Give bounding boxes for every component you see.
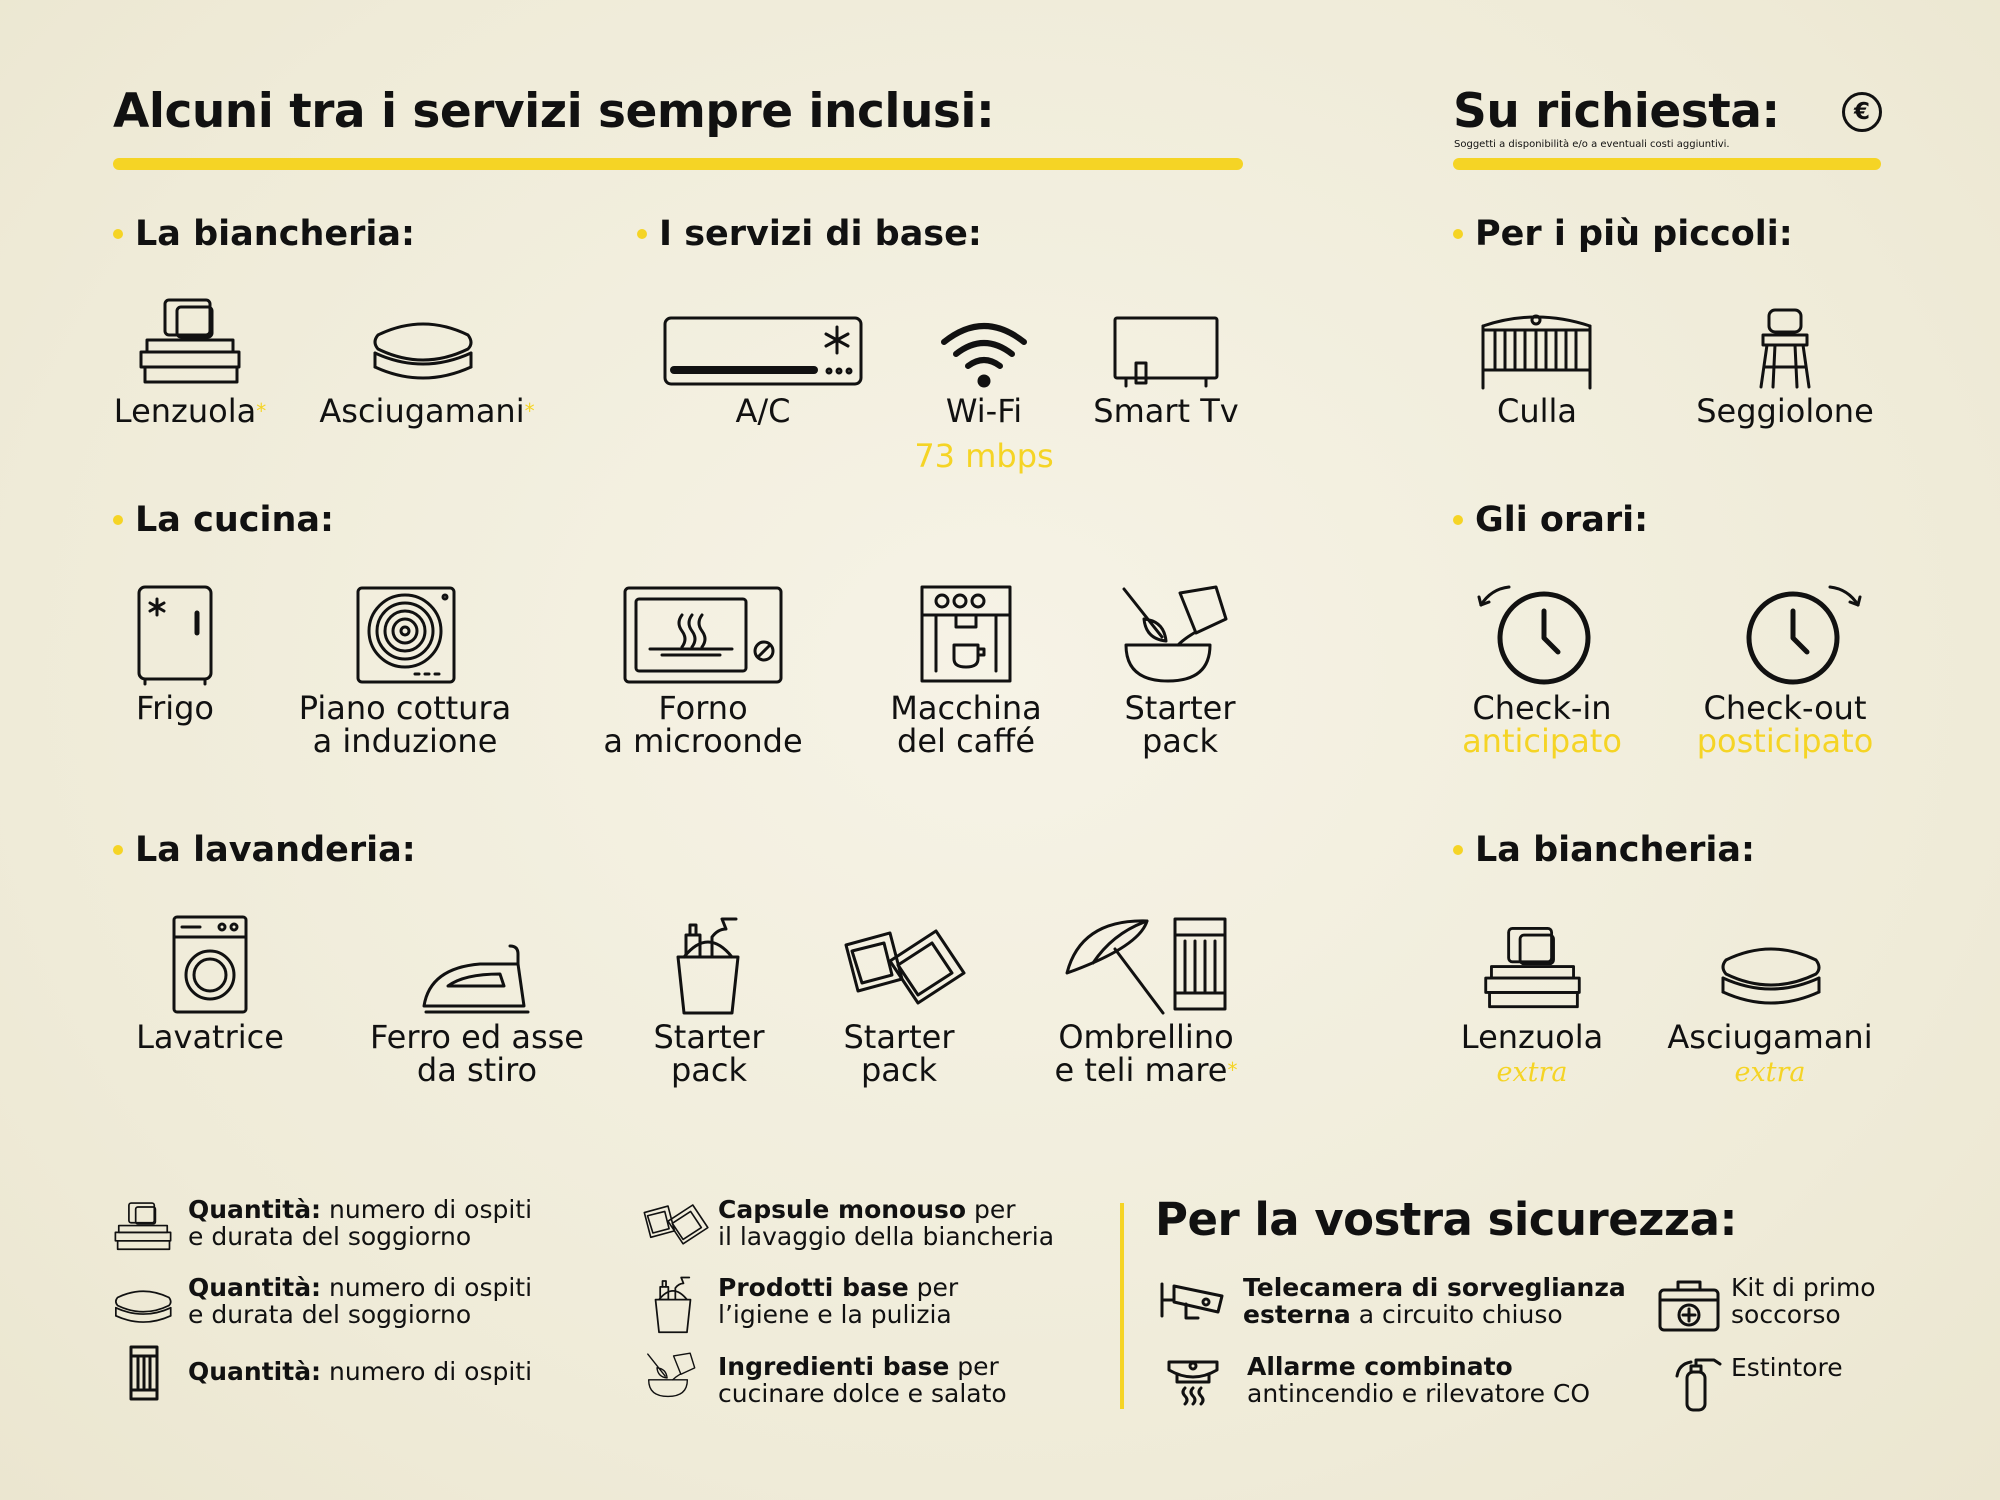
label-line: pack xyxy=(670,1051,748,1089)
label-line: Asciugamani xyxy=(1667,1018,1873,1056)
note-text: e durata del soggiorno xyxy=(188,1222,472,1251)
towels-icon xyxy=(370,315,475,390)
section-biancheria xyxy=(113,214,415,254)
safety-title: Per la vostra sicurezza: xyxy=(1155,1193,1737,1246)
wifi-icon xyxy=(940,318,1028,390)
label-lavatrice: Lavatrice xyxy=(136,1018,284,1056)
bullet-dot xyxy=(1453,845,1463,855)
fire-extinguisher-icon xyxy=(1673,1352,1723,1412)
note-cleaning-products xyxy=(718,1274,958,1328)
extra-tag: extra xyxy=(1734,1057,1806,1088)
note-text: per xyxy=(966,1195,1016,1224)
note-bold: Telecamera di sorveglianza xyxy=(1243,1273,1626,1302)
label-line: Piano cottura xyxy=(298,689,512,727)
note-text: Kit di primo xyxy=(1731,1273,1876,1302)
label-starter-pack-cleaning xyxy=(653,1018,765,1089)
label-ferro xyxy=(370,1018,584,1089)
bullet-dot xyxy=(113,515,123,525)
label-line: a induzione xyxy=(312,722,498,760)
section-label: Gli orari: xyxy=(1475,500,1649,540)
bullet-dot xyxy=(1453,515,1463,525)
umbrella-towel-icon xyxy=(1063,913,1233,1018)
cleaning-small-icon xyxy=(652,1274,694,1334)
label-smart-tv: Smart Tv xyxy=(1093,392,1239,430)
note-towels-quantity xyxy=(188,1274,532,1328)
label-wifi-speed: 73 mbps xyxy=(914,437,1054,475)
label-checkin xyxy=(1462,689,1622,760)
label-line: Starter xyxy=(653,1018,765,1056)
label-starter-pack-kitchen xyxy=(1124,689,1236,760)
towels-extra-icon xyxy=(1718,940,1823,1015)
section-label: I servizi di base: xyxy=(659,214,982,254)
sheets-extra-icon xyxy=(1480,923,1585,1015)
note-text: soccorso xyxy=(1731,1300,1841,1329)
sheets-icon xyxy=(135,295,245,390)
note-bold: Prodotti base xyxy=(718,1273,909,1302)
label-ombrellino xyxy=(1054,1018,1238,1089)
safety-divider xyxy=(1120,1203,1124,1409)
smoke-detector-icon xyxy=(1163,1352,1223,1408)
induction-hob-icon xyxy=(355,585,457,685)
note-text: per xyxy=(908,1273,959,1302)
bullet-dot xyxy=(113,845,123,855)
section-cucina xyxy=(113,500,334,540)
label-line: del caffé xyxy=(897,722,1035,760)
air-conditioner-icon xyxy=(662,315,864,390)
label-frigo: Frigo xyxy=(135,689,215,727)
label-line: Starter xyxy=(1124,689,1236,727)
note-text: numero di ospiti xyxy=(321,1273,533,1302)
section-orari xyxy=(1453,500,1648,540)
section-base xyxy=(637,214,982,254)
label-forno xyxy=(603,689,803,760)
note-camera xyxy=(1243,1274,1626,1328)
section-biancheria-extra xyxy=(1453,830,1755,870)
starter-pack-kitchen-icon xyxy=(1118,583,1244,686)
towels-small-icon xyxy=(113,1285,173,1330)
washing-machine-icon xyxy=(170,913,250,1016)
main-title: Alcuni tra i servizi sempre inclusi: xyxy=(113,84,995,139)
note-text: cucinare dolce e salato xyxy=(718,1379,1007,1408)
label-piano-cottura xyxy=(298,689,512,760)
note-text: per xyxy=(949,1352,999,1381)
label-line: Forno xyxy=(658,689,748,727)
section-label: La biancheria: xyxy=(1475,830,1755,870)
note-bold: Ingredienti base xyxy=(718,1352,950,1381)
label-seggiolone: Seggiolone xyxy=(1696,392,1874,430)
laundry-capsules-icon xyxy=(838,925,968,1015)
label-line: pack xyxy=(860,1051,938,1089)
note-text: il lavaggio della biancheria xyxy=(718,1222,1055,1251)
label-line: Ferro ed asse xyxy=(370,1018,584,1056)
label-line: a microonde xyxy=(603,722,803,760)
note-text: antincendio e rilevatore CO xyxy=(1247,1379,1591,1408)
request-underline xyxy=(1453,158,1881,170)
note-first-aid-kit xyxy=(1731,1274,1876,1328)
label-line: e teli mare xyxy=(1054,1051,1228,1089)
request-note: Soggetti a disponibilità e/o a eventuali costi aggiuntivi. xyxy=(1454,139,1730,150)
note-text: l’igiene e la pulizia xyxy=(718,1300,952,1329)
ingredients-small-icon xyxy=(645,1350,703,1400)
section-label: La cucina: xyxy=(135,500,335,540)
note-text: e durata del soggiorno xyxy=(188,1300,472,1329)
note-beach-towels-quantity xyxy=(188,1358,532,1385)
label-line: Ombrellino xyxy=(1058,1018,1234,1056)
label-lenzuola xyxy=(113,392,267,430)
sheets-small-icon xyxy=(112,1198,174,1256)
request-title: Su richiesta: xyxy=(1453,84,1780,139)
high-chair-icon xyxy=(1755,305,1815,390)
note-ingredients xyxy=(718,1353,1007,1407)
note-bold: Quantità: xyxy=(188,1357,322,1386)
label-text: Lenzuola xyxy=(113,392,257,430)
coffee-machine-icon xyxy=(918,583,1014,686)
label-line: Check-out xyxy=(1703,689,1867,727)
asterisk: * xyxy=(524,399,535,423)
note-text: numero di ospiti xyxy=(321,1357,533,1386)
label-lenzuola-extra xyxy=(1460,1018,1604,1089)
microwave-icon xyxy=(622,585,784,685)
clock-checkout-icon xyxy=(1735,583,1862,686)
label-culla: Culla xyxy=(1496,392,1578,430)
label-line: Starter xyxy=(843,1018,955,1056)
bullet-dot xyxy=(637,229,647,239)
iron-icon xyxy=(420,942,535,1014)
title-underline xyxy=(113,158,1243,170)
label-wifi: Wi-Fi xyxy=(945,392,1023,430)
label-line-highlight: anticipato xyxy=(1462,722,1622,760)
label-checkout xyxy=(1696,689,1874,760)
note-bold: Quantità: xyxy=(188,1195,322,1224)
note-sheets-quantity xyxy=(188,1196,532,1250)
euro-icon: € xyxy=(1842,92,1882,132)
section-lavanderia xyxy=(113,830,416,870)
section-label: La biancheria: xyxy=(135,214,415,254)
fridge-icon xyxy=(135,583,215,686)
section-piccoli xyxy=(1453,214,1793,254)
label-asciugamani xyxy=(319,392,535,430)
note-text: a circuito chiuso xyxy=(1350,1300,1563,1329)
label-line-highlight: posticipato xyxy=(1696,722,1874,760)
asterisk: * xyxy=(256,399,267,423)
label-line: Macchina xyxy=(890,689,1042,727)
note-bold: esterna xyxy=(1243,1300,1351,1329)
note-bold: Capsule monouso xyxy=(718,1195,967,1224)
label-asciugamani-extra xyxy=(1667,1018,1873,1089)
first-aid-kit-icon xyxy=(1656,1276,1722,1334)
capsules-small-icon xyxy=(640,1200,710,1252)
label-ac: A/C xyxy=(735,392,791,430)
extra-tag: extra xyxy=(1496,1057,1568,1088)
label-starter-pack-laundry xyxy=(843,1018,955,1089)
note-alarm xyxy=(1247,1353,1590,1407)
label-line: da stiro xyxy=(416,1051,538,1089)
note-bold: Allarme combinato xyxy=(1247,1352,1513,1381)
beach-towel-small-icon xyxy=(128,1344,160,1402)
note-capsules xyxy=(718,1196,1054,1250)
bullet-dot xyxy=(1453,229,1463,239)
clock-checkin-icon xyxy=(1477,583,1604,686)
note-bold: Quantità: xyxy=(188,1273,322,1302)
bullet-dot xyxy=(113,229,123,239)
smart-tv-icon xyxy=(1112,315,1220,390)
label-macchina-caffe xyxy=(890,689,1042,760)
label-text: Asciugamani xyxy=(319,392,525,430)
label-line: Lenzuola xyxy=(1460,1018,1604,1056)
note-extinguisher: Estintore xyxy=(1731,1353,1843,1382)
label-line: pack xyxy=(1141,722,1219,760)
cleaning-products-icon xyxy=(672,913,744,1016)
crib-icon xyxy=(1478,308,1595,390)
section-label: La lavanderia: xyxy=(135,830,416,870)
section-label: Per i più piccoli: xyxy=(1475,214,1793,254)
asterisk: * xyxy=(1227,1058,1238,1082)
security-camera-icon xyxy=(1158,1278,1228,1328)
label-line: Check-in xyxy=(1472,689,1612,727)
note-text: numero di ospiti xyxy=(321,1195,533,1224)
